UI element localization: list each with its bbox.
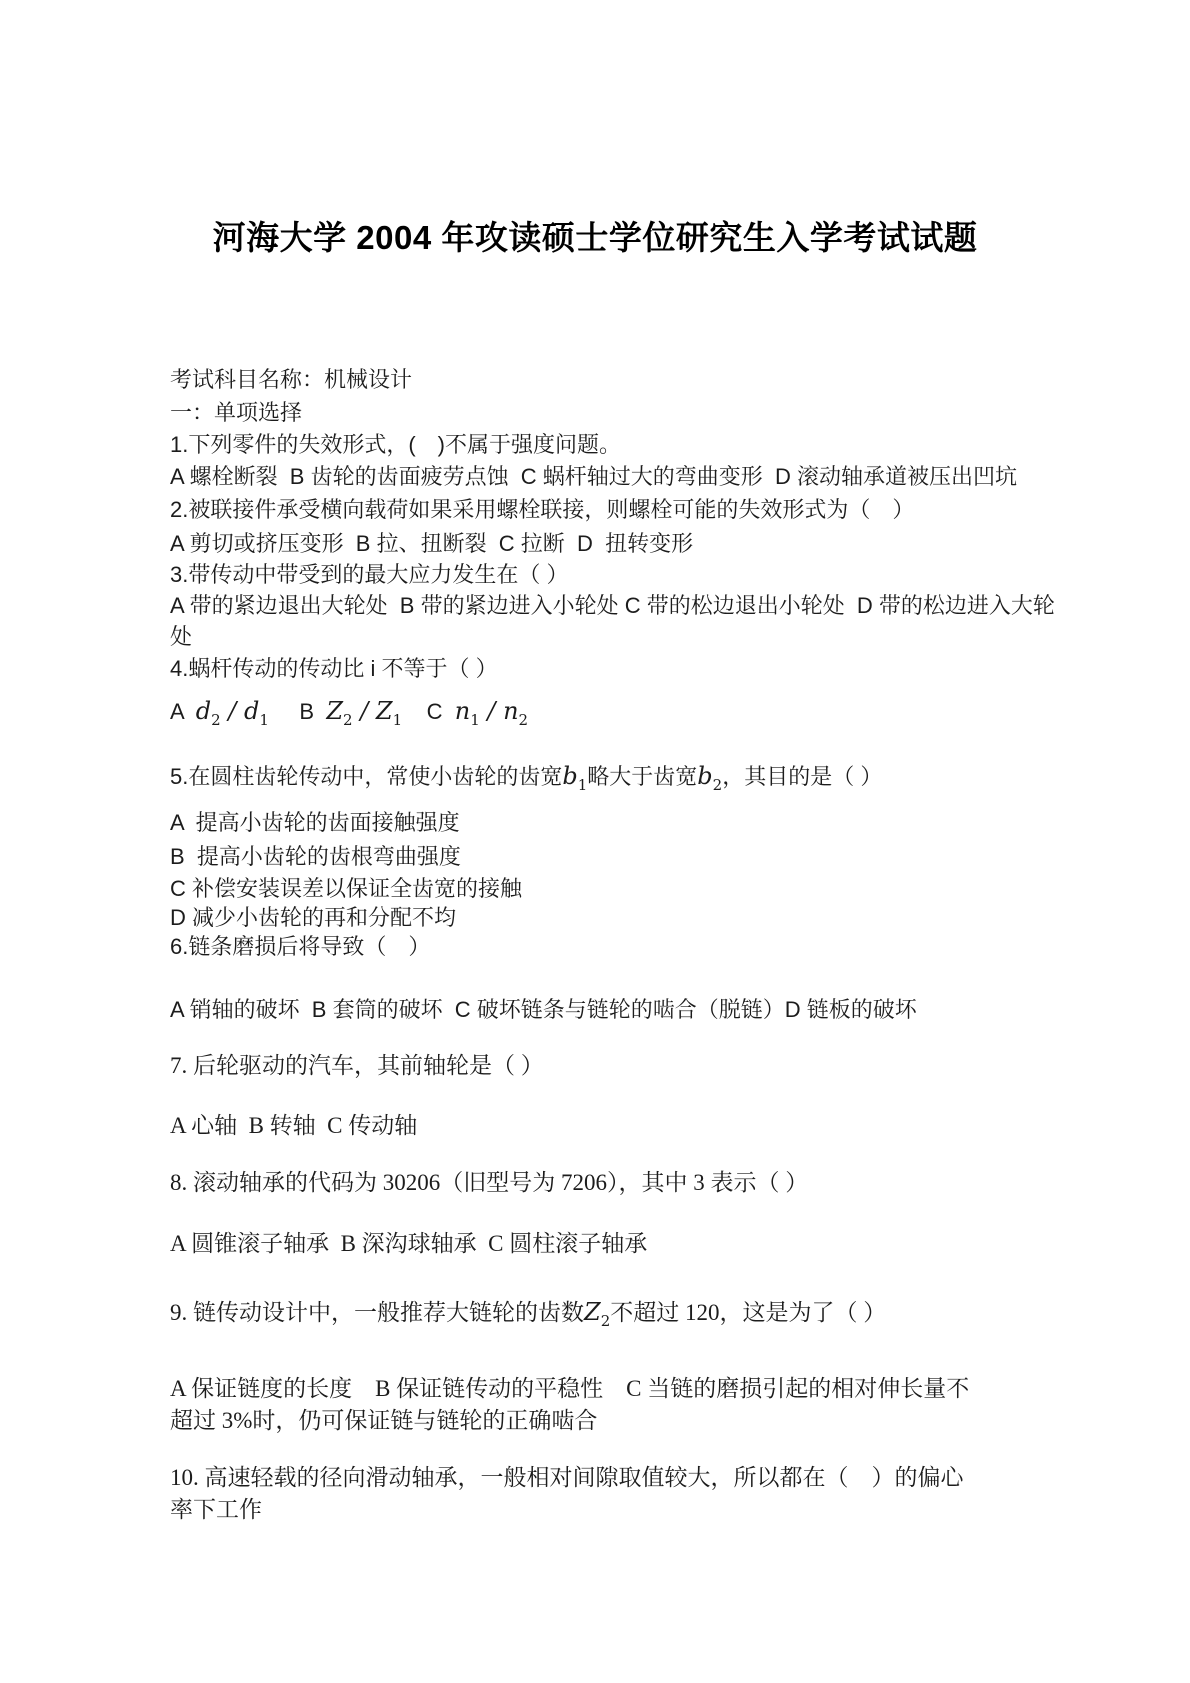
text-segment: / — [479, 697, 504, 725]
text-segment: A 心轴 B 转轴 C 传动轴 — [170, 1113, 418, 1138]
question-8-options — [170, 1225, 647, 1258]
text-segment: 9. 链传动设计中，一般推荐大链轮的齿数 — [170, 1300, 584, 1325]
question-4 — [170, 652, 498, 683]
question-3-options-line-2 — [170, 620, 192, 651]
text-segment: b — [697, 762, 713, 790]
text-segment: 8. 滚动轴承的代码为 30206（旧型号为 7206），其中 3 表示（ ） — [170, 1170, 809, 1195]
question-10 — [170, 1459, 964, 1492]
text-segment: 2 — [600, 1312, 611, 1330]
text-segment: 1 — [470, 711, 480, 729]
text-segment: n — [503, 697, 519, 725]
text-segment: 5.在圆柱齿轮传动中，常使小齿轮的齿宽 — [170, 764, 563, 789]
text-segment: 率下工作 — [170, 1497, 262, 1522]
text-segment: 不超过 120，这是为了（ ） — [610, 1300, 887, 1325]
text-segment: A 提高小齿轮的齿面接触强度 — [170, 810, 460, 835]
question-1-options — [170, 460, 1017, 491]
text-segment: 7. 后轮驱动的汽车，其前轴轮是（ ） — [170, 1053, 544, 1078]
text-segment: 考试科目名称：机械设计 — [170, 367, 413, 392]
question-10-line-2 — [170, 1491, 262, 1524]
text-segment: A 销轴的破坏 B 套筒的破坏 C 破坏链条与链轮的啮合（脱链）D 链板的破坏 — [170, 997, 917, 1022]
section-heading — [170, 396, 302, 427]
text-segment: Z — [584, 1298, 601, 1326]
text-segment: B — [268, 699, 327, 724]
text-segment: 略大于齿宽 — [587, 764, 698, 789]
text-segment: A 带的紧边退出大轮处 B 带的紧边进入小轮处 C 带的松边退出小轮处 D 带的松边进入大轮 — [170, 593, 1055, 618]
question-5 — [170, 760, 883, 794]
text-segment: 超过 3%时，仍可保证链与链轮的正确啮合 — [170, 1408, 598, 1433]
text-segment: C 补偿安装误差以保证全齿宽的接触 — [170, 876, 523, 901]
question-4-options — [170, 697, 529, 729]
text-segment: 2 — [211, 711, 221, 729]
question-5-option-a — [170, 806, 460, 837]
text-segment: d — [195, 697, 212, 725]
text-segment: ，其目的是（ ） — [722, 764, 883, 789]
text-segment: A 螺栓断裂 B 齿轮的齿面疲劳点蚀 C 蜗杆轴过大的弯曲变形 D 滚动轴承道被压出凹坑 — [170, 464, 1018, 489]
question-2-options — [170, 527, 693, 558]
text-segment: 1 — [392, 711, 403, 729]
text-segment: / — [220, 697, 244, 725]
text-segment: 2 — [343, 711, 353, 729]
question-6 — [170, 930, 430, 961]
text-segment: 3.带传动中带受到的最大应力发生在（ ） — [170, 562, 569, 587]
subject-line — [170, 363, 412, 394]
question-1 — [170, 428, 621, 459]
text-segment: 1 — [577, 776, 588, 794]
text-segment: 2 — [518, 711, 529, 729]
question-5-option-b — [170, 840, 461, 871]
text-segment: d — [243, 697, 260, 725]
text-segment: 处 — [170, 624, 193, 649]
text-segment: 1.下列零件的失效形式，( )不属于强度问题。 — [170, 432, 622, 457]
text-segment: Z — [326, 697, 344, 725]
question-5-option-d — [170, 901, 456, 932]
exam-title: 河海大学 2004 年攻读硕士学位研究生入学考试试题 — [212, 219, 978, 256]
text-segment: b — [562, 762, 578, 790]
question-9-options-line-1 — [170, 1370, 969, 1403]
question-7-options — [170, 1107, 417, 1140]
text-segment: n — [454, 697, 471, 725]
question-3 — [170, 558, 568, 589]
question-9 — [170, 1294, 887, 1330]
text-segment: A 圆锥滚子轴承 B 深沟球轴承 C 圆柱滚子轴承 — [170, 1231, 648, 1256]
text-segment: 4.蜗杆传动的传动比 i 不等于（ ） — [170, 656, 498, 681]
text-segment: B 提高小齿轮的齿根弯曲强度 — [170, 844, 461, 869]
text-segment: Z — [375, 697, 393, 725]
text-segment: 2 — [712, 776, 723, 794]
text-segment: 1 — [259, 711, 269, 729]
question-5-option-c — [170, 872, 522, 903]
text-segment: 10. 高速轻载的径向滑动轴承，一般相对间隙取值较大，所以都在（ ）的偏心 — [170, 1465, 964, 1490]
question-6-options — [170, 993, 917, 1024]
text-segment: D 减少小齿轮的再和分配不均 — [170, 905, 457, 930]
text-segment: A 保证链度的长度 B 保证链传动的平稳性 C 当链的磨损引起的相对伸长量不 — [170, 1376, 970, 1401]
text-segment: A — [170, 699, 196, 724]
text-segment: A 剪切或挤压变形 B 拉、扭断裂 C 拉断 D 扭转变形 — [170, 531, 694, 556]
question-2 — [170, 493, 914, 524]
question-8 — [170, 1164, 808, 1197]
text-segment: C — [402, 699, 455, 724]
text-segment: / — [352, 697, 376, 725]
text-segment: 2.被联接件承受横向载荷如果采用螺栓联接，则螺栓可能的失效形式为（ ） — [170, 497, 915, 522]
question-7 — [170, 1047, 544, 1080]
text-segment: 6.链条磨损后将导致（ ） — [170, 934, 431, 959]
text-segment: 一：单项选择 — [170, 400, 303, 425]
question-9-options-line-2 — [170, 1402, 597, 1435]
question-3-options-line-1 — [170, 589, 1055, 620]
